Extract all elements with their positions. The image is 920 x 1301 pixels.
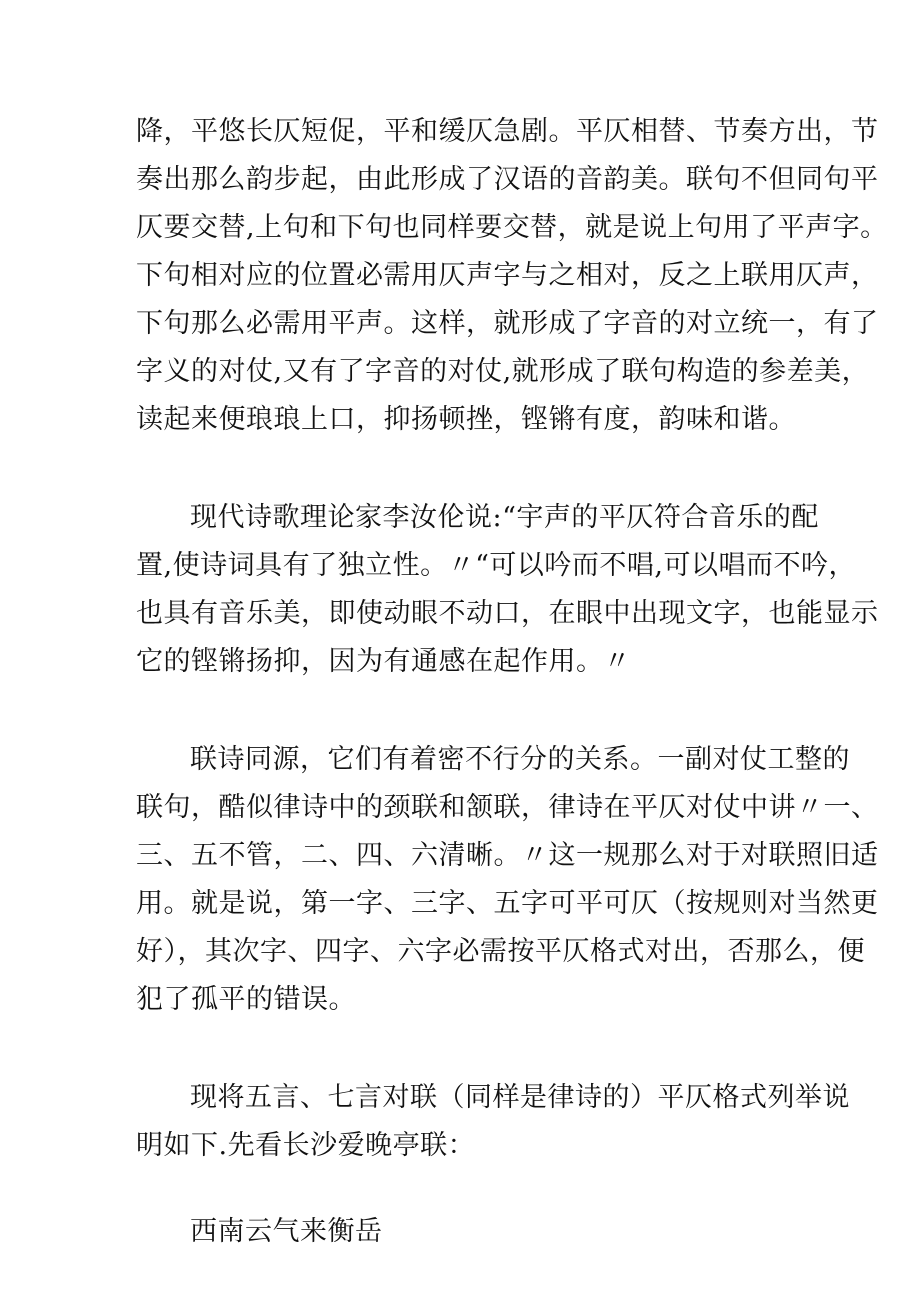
text-line: 读起来便琅琅上口，抑扬顿挫，铿锵有度，韵味和谐。 bbox=[136, 404, 796, 435]
text-line: 三、五不管，二、四、六清晰。〃这一规那么对于对联照旧适 bbox=[136, 840, 879, 871]
text-line: 下句相对应的位置必需用仄声字与之相对，反之上联用仄声， bbox=[136, 260, 879, 291]
text-line: 字义的对仗,又有了字音的对仗,就形成了联句构造的参差美， bbox=[136, 356, 870, 387]
text-line: 它的铿锵扬抑，因为有通感在起作用。〃 bbox=[136, 646, 631, 677]
text-line: 置,使诗词具有了独立性。〃“可以吟而不唱,可以唱而不吟， bbox=[136, 550, 856, 581]
text-line: 奏出那么韵步起，由此形成了汉语的音韵美。联句不但同句平 bbox=[136, 164, 879, 195]
text-line: 犯了孤平的错误。 bbox=[136, 984, 356, 1015]
text-line: 现代诗歌理论家李汝伦说:“宇声的平仄符合音乐的配 bbox=[190, 502, 819, 533]
text-line: 好），其次字、四字、六字必需按平仄格式对出，否那么，便 bbox=[136, 936, 865, 967]
text-line: 也具有音乐美，即使动眼不动口，在眼中出现文字，也能显示 bbox=[136, 598, 879, 629]
text-line: 明如下.先看长沙爱晚亭联： bbox=[136, 1130, 476, 1161]
verse-line: 西南云气来衡岳 bbox=[190, 1216, 383, 1247]
text-line: 联诗同源，它们有着密不行分的关系。一副对仗工整的 bbox=[190, 744, 850, 775]
text-line: 联句，酷似律诗中的颈联和颔联，律诗在平仄对仗中讲〃一、 bbox=[136, 792, 879, 823]
text-line: 用。就是说，第一字、三字、五字可平可仄（按规则对当然更 bbox=[136, 888, 879, 919]
text-line: 降，平悠长仄短促，平和缓仄急剧。平仄相替、节奏方出，节 bbox=[136, 116, 879, 147]
text-line: 下句那么必需用平声。这样，就形成了字音的对立统一，有了 bbox=[136, 308, 879, 339]
text-line: 仄要交替,上句和下句也同样要交替，就是说上句用了平声字。 bbox=[136, 212, 888, 243]
text-line: 现将五言、七言对联（同样是律诗的）平仄格式列举说 bbox=[190, 1082, 850, 1113]
